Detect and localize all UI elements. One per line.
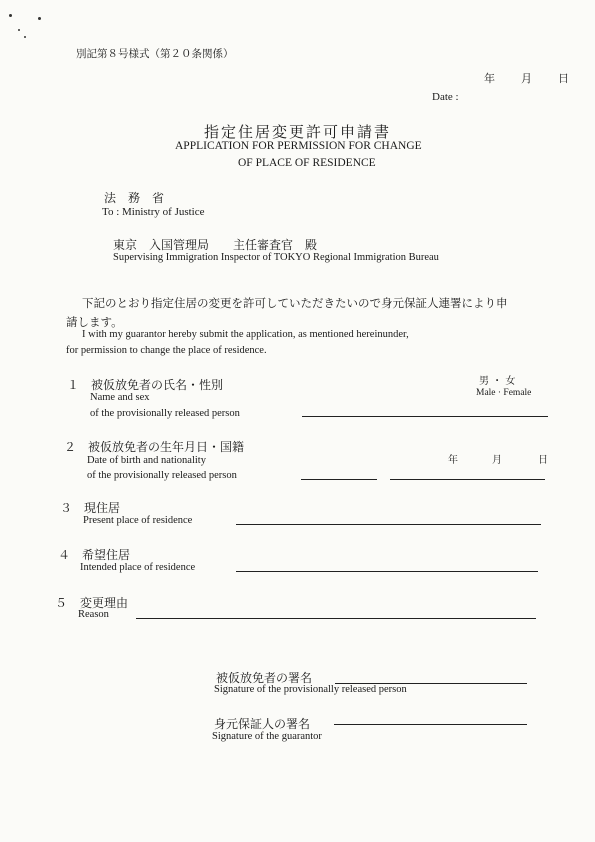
statement-jp-line2: 請します。 [66, 315, 123, 329]
item1-number: １ [67, 378, 80, 392]
signature-applicant-en: Signature of the provisionally released person [214, 684, 407, 695]
date-label: Date : [432, 91, 459, 103]
item4-number: ４ [58, 548, 71, 562]
signature-applicant-jp: 被仮放免者の署名 [216, 671, 313, 685]
date-year-label: 年 [484, 72, 495, 85]
date-month-label: 月 [521, 72, 532, 85]
item1-name-field[interactable] [302, 416, 548, 417]
date-day-label: 日 [558, 72, 569, 85]
inspector-en: Supervising Immigration Inspector of TOKYO Regional Immigration Bureau [113, 252, 439, 263]
statement-jp-line1: 下記のとおり指定住居の変更を許可していただきたいので身元保証人連署により申 [82, 296, 508, 310]
form-code: 別記第８号様式（第２０条関係） [76, 48, 234, 60]
item2-month-label: 月 [492, 455, 502, 466]
scan-speck [9, 14, 12, 17]
title-en-line2: OF PLACE OF RESIDENCE [238, 157, 376, 169]
inspector-jp: 東京 入国管理局 主任審査官 殿 [113, 238, 318, 252]
item2-label-jp: 被仮放免者の生年月日・国籍 [88, 440, 245, 454]
item3-present-residence-field[interactable] [236, 524, 541, 525]
item1-label-jp: 被仮放免者の氏名・性別 [91, 378, 224, 392]
title-jp: 指定住居変更許可申請書 [203, 123, 391, 141]
item4-label-jp: 希望住居 [82, 548, 131, 562]
item4-label-en: Intended place of residence [80, 562, 196, 573]
scan-speck [24, 36, 26, 38]
item2-birthdate-field[interactable] [390, 479, 545, 480]
item5-label-en: Reason [78, 609, 109, 620]
item1-sex-jp: 男 ・ 女 [479, 376, 516, 387]
statement-en-line1: I with my guarantor hereby submit the application, as mentioned hereinunder, [82, 329, 409, 340]
ministry-en: To : Ministry of Justice [102, 206, 205, 218]
title-en-line1: APPLICATION FOR PERMISSION FOR CHANGE [175, 140, 422, 152]
item2-number: ２ [64, 440, 77, 454]
item2-nationality-field[interactable] [301, 479, 377, 480]
item1-label-en1: Name and sex [90, 392, 150, 403]
ministry-jp: 法 務 省 [104, 191, 165, 205]
item5-number: ５ [55, 596, 68, 610]
item1-sex-en: Male · Female [476, 388, 532, 398]
signature-guarantor-jp: 身元保証人の署名 [214, 717, 311, 731]
statement-en-line2: for permission to change the place of residence. [66, 345, 267, 356]
signature-guarantor-field[interactable] [334, 724, 527, 725]
item5-reason-field[interactable] [136, 618, 536, 619]
item2-label-en1: Date of birth and nationality [87, 455, 206, 466]
signature-guarantor-en: Signature of the guarantor [212, 731, 322, 742]
item2-day-label: 日 [538, 455, 548, 466]
item3-label-jp: 現住居 [84, 501, 121, 515]
item3-number: ３ [60, 501, 73, 515]
item5-label-jp: 変更理由 [80, 596, 129, 610]
item4-intended-residence-field[interactable] [236, 571, 538, 572]
scan-speck [18, 29, 20, 31]
item2-year-label: 年 [448, 455, 458, 466]
item3-label-en: Present place of residence [83, 515, 193, 526]
item2-label-en2: of the provisionally released person [87, 470, 237, 481]
item1-label-en2: of the provisionally released person [90, 408, 240, 419]
scan-speck [38, 17, 41, 20]
